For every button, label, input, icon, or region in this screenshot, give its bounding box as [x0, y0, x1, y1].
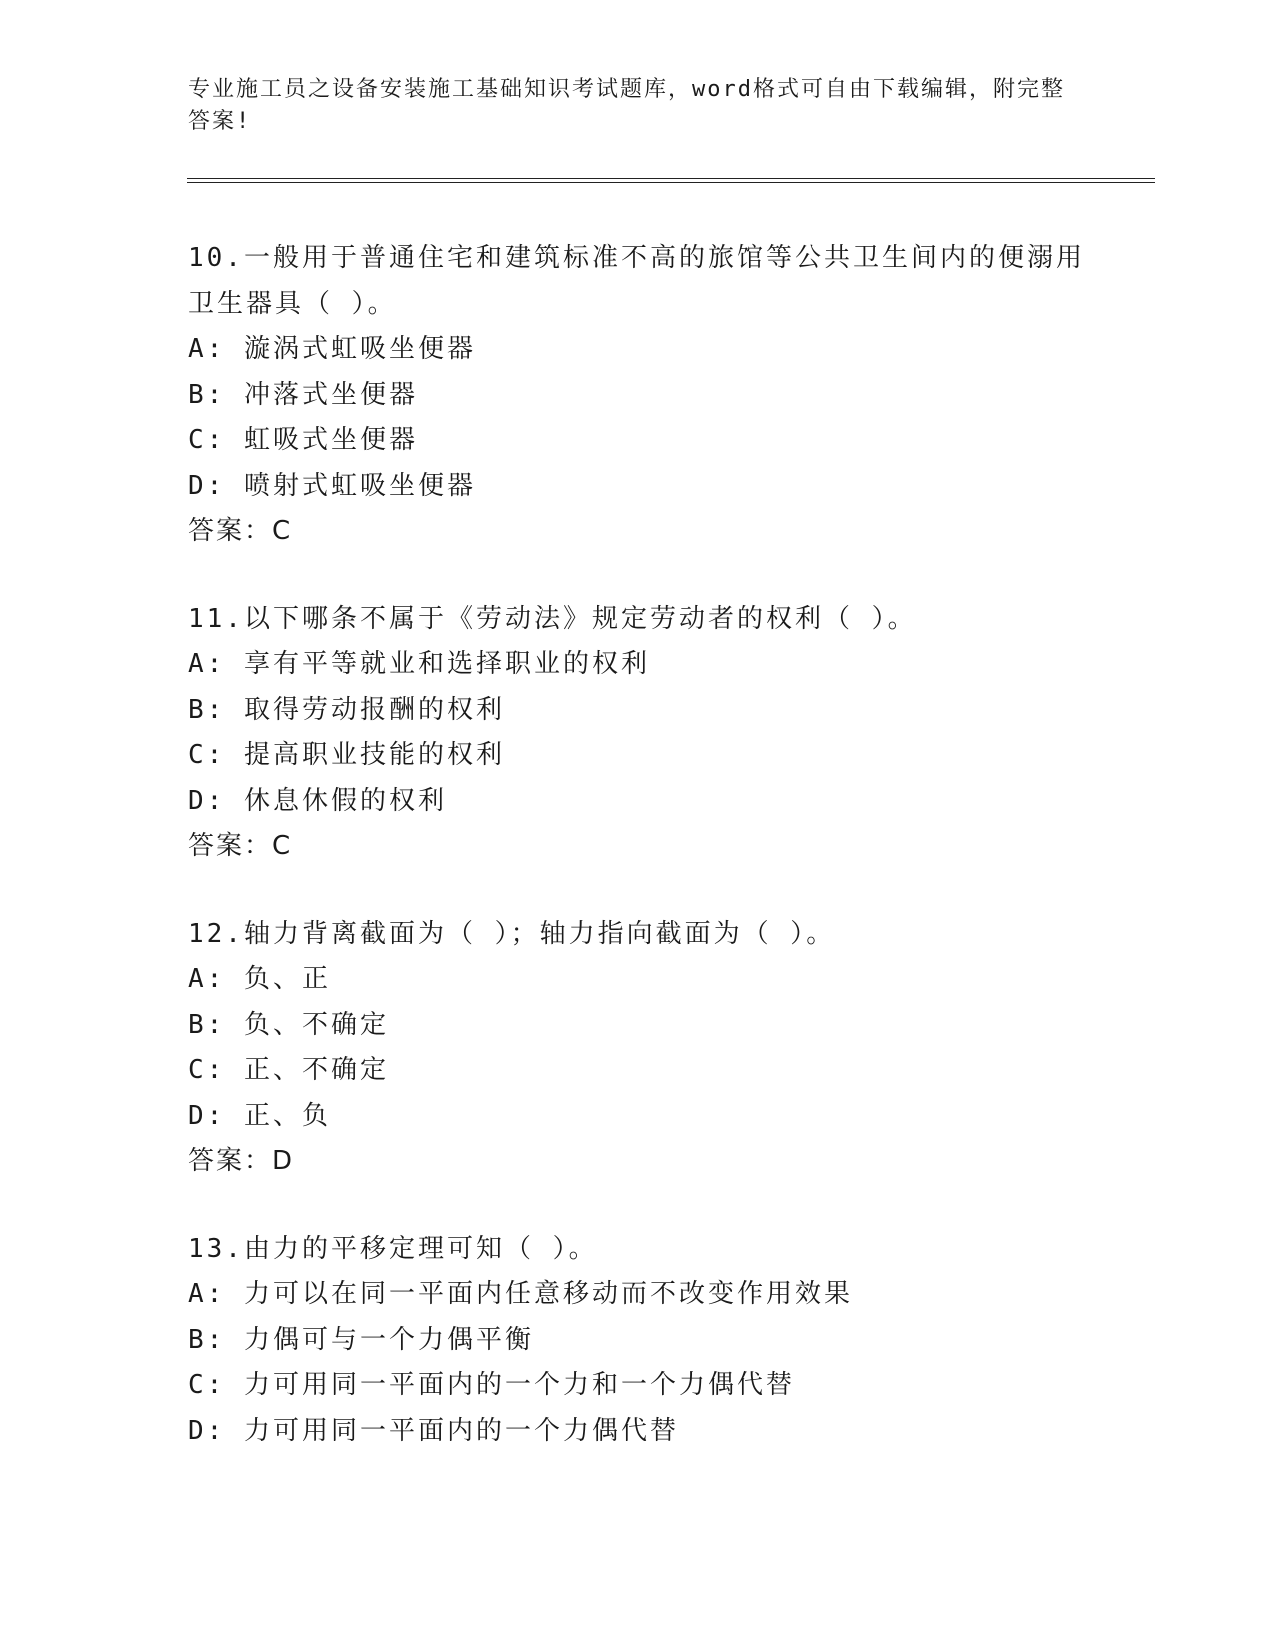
option-c: C: 提高职业技能的权利 — [188, 740, 505, 770]
answer-line: 答案：C — [188, 831, 293, 861]
question-13 — [188, 1227, 1088, 1455]
question-title: 11.以下哪条不属于《劳动法》规定劳动者的权利（ ）。 — [188, 603, 917, 634]
option-b: B: 取得劳动报酬的权利 — [188, 694, 505, 725]
question-title: 13.由力的平移定理可知（ ）。 — [188, 1233, 598, 1264]
option-b: B: 冲落式坐便器 — [188, 379, 418, 410]
header-divider-bottom — [187, 182, 1155, 183]
question-title: 10.一般用于普通住宅和建筑标准不高的旅馆等公共卫生间内的便溺用卫生器具（ ）。 — [188, 243, 1085, 319]
option-a: A: 享有平等就业和选择职业的权利 — [188, 649, 650, 679]
option-c: C: 虹吸式坐便器 — [188, 425, 418, 455]
option-c: C: 力可用同一平面内的一个力和一个力偶代替 — [188, 1370, 795, 1400]
option-b: B: 力偶可与一个力偶平衡 — [188, 1324, 534, 1355]
question-12 — [188, 912, 1088, 1185]
option-d: D: 休息休假的权利 — [188, 785, 447, 816]
question-10 — [188, 236, 1088, 555]
option-c: C: 正、不确定 — [188, 1055, 389, 1085]
option-a: A: 负、正 — [188, 964, 331, 994]
question-11 — [188, 597, 1088, 870]
answer-line: 答案：C — [188, 516, 293, 546]
answer-line: 答案：D — [188, 1146, 295, 1176]
question-list — [188, 236, 1088, 1496]
question-title: 12.轴力背离截面为（ ）；轴力指向截面为（ ）。 — [188, 918, 836, 949]
header-divider-top — [187, 178, 1155, 179]
option-d: D: 正、负 — [188, 1100, 331, 1131]
option-b: B: 负、不确定 — [188, 1009, 389, 1040]
option-d: D: 喷射式虹吸坐便器 — [188, 470, 476, 501]
option-a: A: 漩涡式虹吸坐便器 — [188, 334, 476, 364]
document-header: 专业施工员之设备安装施工基础知识考试题库，word格式可自由下载编辑，附完整答案! — [188, 77, 1065, 134]
option-d: D: 力可用同一平面内的一个力偶代替 — [188, 1415, 679, 1446]
option-a: A: 力可以在同一平面内任意移动而不改变作用效果 — [188, 1279, 853, 1309]
